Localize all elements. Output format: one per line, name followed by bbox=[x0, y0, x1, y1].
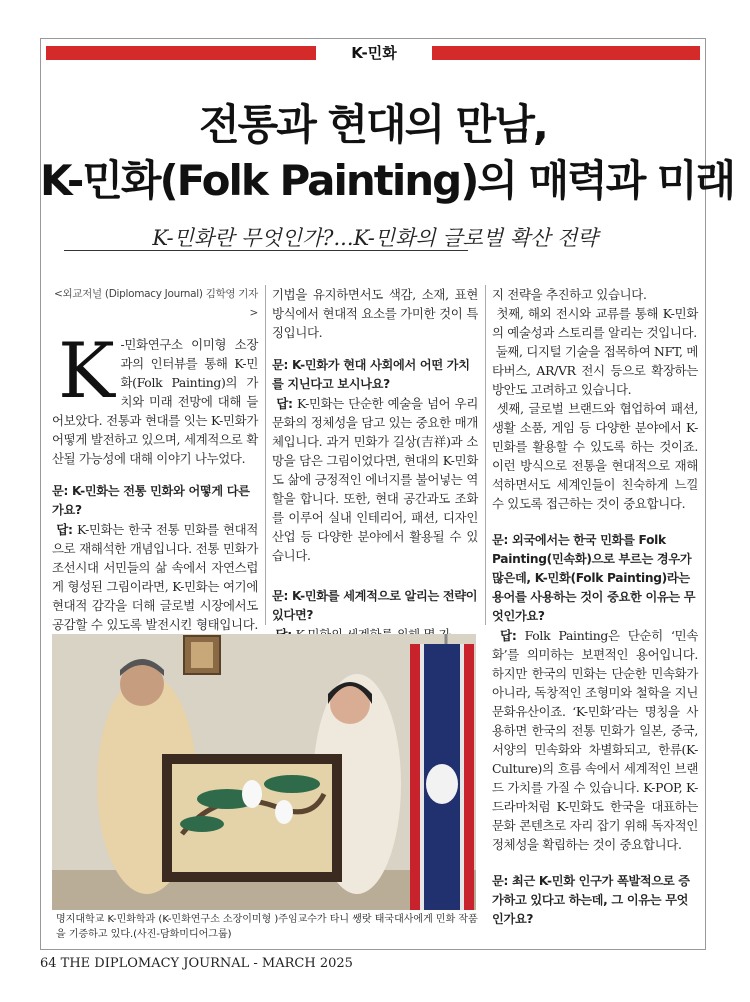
strategy-1-text: 첫째, 해외 전시와 교류를 통해 K-민화의 예술성과 스토리를 알리는 것입니다. bbox=[492, 306, 698, 340]
pine-needles bbox=[264, 775, 320, 793]
answer-4-text: Folk Painting은 단순히 ‘민속화’를 의미하는 보편적인 용어입니다. 하지만 한국의 민화는 단순한 민속화가 아니라, 독창적인 조형미와 철학을 지닌 문화유산이죠. ‘K-민화’라는 명칭을 사용하면 한국의 전통 민화가 일본, 중국, 서양의 민속화와 차별화되고, 한류(K-Culture)의 흐름 속에서 세계적인 브랜드 가치를 가질 수 있습니다. K-POP, K-드라마처럼 K-민화도 한국을 대표하는 문화 콘텐츠로 자리 잡기 위해 독자적인 정체성을 확립하는 것이 중요합니다. bbox=[492, 628, 698, 852]
ceremony-photo-illustration bbox=[52, 634, 476, 910]
section-bar-left bbox=[46, 46, 316, 60]
question-2: 문: K-민화가 현대 사회에서 어떤 가치를 지닌다고 보시나요? bbox=[272, 358, 470, 391]
strategy-3 bbox=[492, 399, 698, 513]
question-1: 문: K-민화는 전통 민화와 어떻게 다른가요? bbox=[52, 484, 250, 517]
wall-portrait bbox=[191, 642, 213, 668]
strategy-3-text: 셋째, 글로벌 브랜드와 협업하여 패션, 생활 소품, 게임 등 다양한 분야에서 K-민화를 활용할 수 있도록 하는 것이죠. 이런 방식으로 전통을 현대적으로 재해석하면서도 세계인들이 친숙하게 느낄 수 있도록 접근하는 것이 중요합니다. bbox=[492, 401, 699, 511]
answer-2 bbox=[272, 394, 478, 565]
answer-1-text: K-민화는 한국 전통 민화를 현대적으로 재해석한 개념입니다. 전통 민화가 조선시대 서민들의 삶 속에서 자연스럽게 형성된 그림이라면, K-민화는 여기에 현대적 감각을 더해 글로벌 시장에서도 공감할 수 있도록 발전시킨 형태입니다. bbox=[52, 522, 258, 632]
question-3: 문: K-민화를 세계적으로 알리는 전략이 있다면? bbox=[272, 589, 478, 622]
subtitle-underline bbox=[64, 250, 468, 251]
continued-text: 기법을 유지하면서도 색감, 소재, 표현 방식에서 현대적 요소를 가미한 것이 특징입니다. bbox=[272, 287, 478, 340]
question-5: 문: 최근 K-민화 인구가 폭발적으로 증가하고 있다고 하는데, 그 이유는 무엇인가요? bbox=[492, 874, 690, 926]
article-column-3 bbox=[492, 285, 698, 929]
flag-emblem bbox=[426, 764, 458, 804]
strategy-1 bbox=[492, 304, 698, 342]
strategy-2-text: 둘째, 디지털 기술을 접목하여 NFT, 메타버스, AR/VR 전시 등으로 확장하는 방안도 고려하고 있습니다. bbox=[492, 344, 699, 397]
crane bbox=[275, 800, 293, 824]
continued-text: 지 전략을 추진하고 있습니다. bbox=[492, 287, 647, 302]
answer-label: 답: bbox=[500, 628, 517, 643]
page-footer: 64 THE DIPLOMACY JOURNAL - MARCH 2025 bbox=[40, 956, 353, 971]
answer-4 bbox=[492, 626, 698, 854]
article-column-1 bbox=[52, 285, 258, 653]
answer-label: 답: bbox=[276, 396, 293, 411]
question-4: 문: 외국에서는 한국 민화를 Folk Painting(민속화)으로 부르는 경우가 많은데, K-민화(Folk Painting)라는 용어를 사용하는 것이 중요한 이유는 무엇인가요? bbox=[492, 533, 696, 623]
answer-2-text: K-민화는 단순한 예술을 넘어 우리 문화의 정체성을 담고 있는 중요한 매개체입니다. 과거 민화가 길상(吉祥)과 소망을 담은 그림이었다면, 현대의 K-민화도 삶에 긍정적인 에너지를 불어넣는 역할을 합니다. 또한, 현대 공간과도 조화를 이루어 실내 인테리어, 패션, 디자인 산업 등 다양한 분야에서 활용될 수 있습니다. bbox=[272, 396, 478, 563]
strategy-2 bbox=[492, 342, 698, 399]
pine-needles bbox=[180, 816, 224, 832]
flag-red-stripe bbox=[410, 644, 420, 910]
ceremony-photo bbox=[52, 634, 476, 910]
photo-caption: 명지대학교 K-민화학과 (K-민화연구소 소장이미형 )주임교수가 타니 쌩랏 태국대사에게 민화 작품을 기증하고 있다.(사진-담화미디어그룹) bbox=[56, 914, 478, 940]
flag-red-stripe bbox=[464, 644, 474, 910]
byline: <외교저널 (Diplomacy Journal) 김학영 기자> bbox=[53, 288, 258, 319]
section-tag: K-민화 bbox=[351, 44, 397, 62]
column-rule bbox=[485, 285, 486, 625]
intro-paragraph bbox=[52, 326, 258, 468]
column-rule bbox=[265, 285, 266, 625]
article-column-2 bbox=[272, 285, 478, 644]
answer-label: 답: bbox=[56, 522, 73, 537]
section-bar-right bbox=[432, 46, 700, 60]
headline-line1: 전통과 현대의 만남, bbox=[199, 100, 547, 149]
crane bbox=[242, 780, 262, 808]
dropcap: K bbox=[58, 326, 115, 415]
intro-text: -민화연구소 이미형 소장과의 인터뷰를 통해 K-민화(Folk Painting)의 가치와 미래 전망에 대해 들어보았다. 전통과 현대를 잇는 K-민화가 어떻게 발전하고 있으며, 세계적으로 확산될 가능성에 대해 이야기 나누었다. bbox=[52, 337, 258, 466]
headline-line2: K-민화(Folk Painting)의 매력과 미래 bbox=[40, 156, 735, 205]
subtitle: K-민화란 무엇인가?...K-민화의 글로벌 확산 전략 bbox=[152, 226, 598, 250]
